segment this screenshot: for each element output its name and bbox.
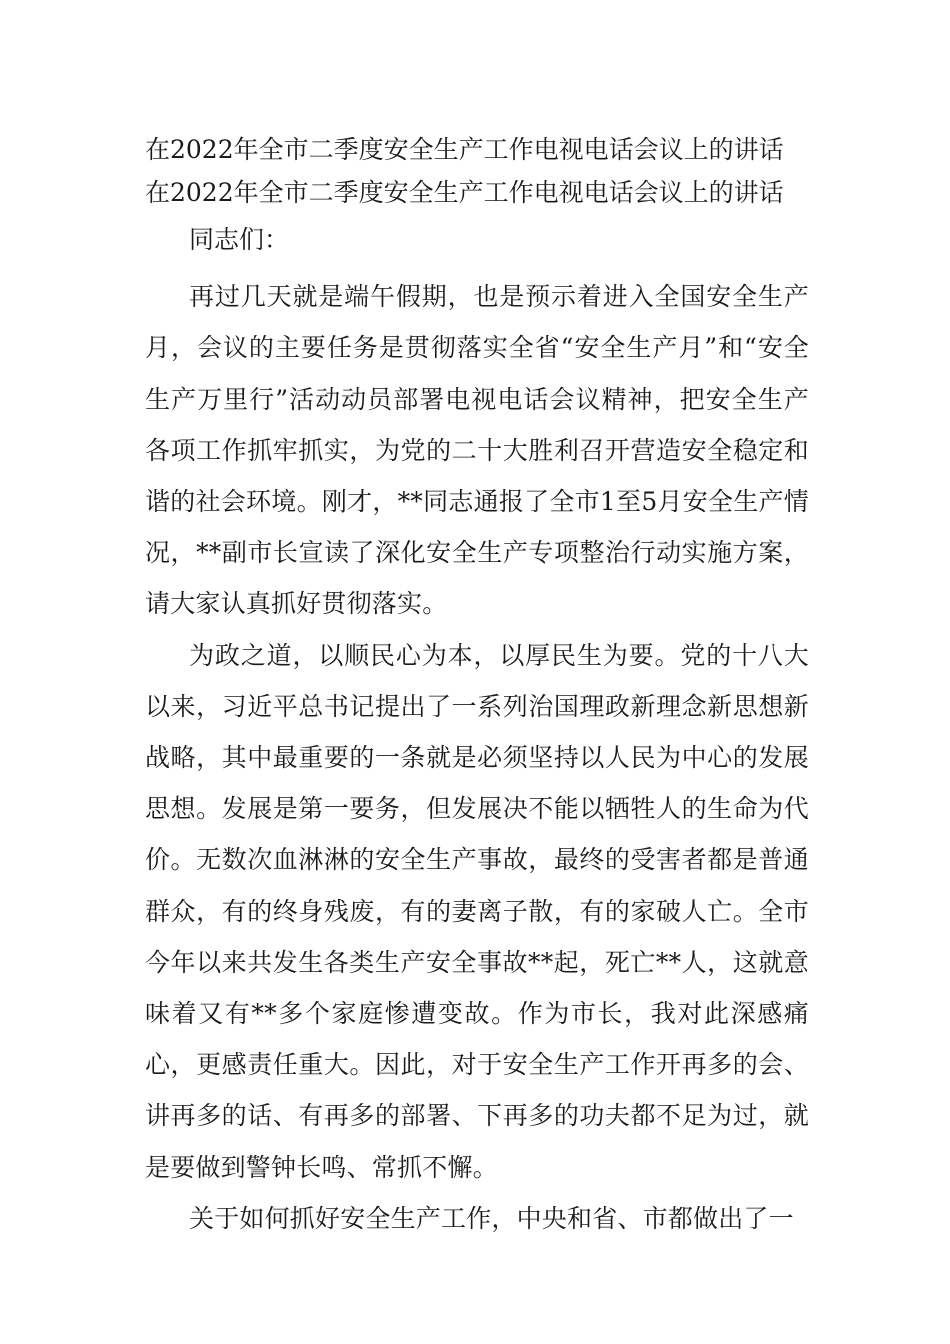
paragraph-2: 为政之道，以顺民心为本，以厚民生为要。党的十八大以来，习近平总书记提出了一系列治国理政新理念新思想新战略，其中最重要的一条就是必须坚持以人民为中心的发展思想。发展是第一要务，但发展决不能以牺牲人的生命为代价。无数次血淋淋的安全生产事故，最终的受害者都是普通群众，有的终身残废，有的妻离子散，有的家破人亡。全市今年以来共发生各类生产安全事故**起，死亡**人，这就意味着又有**多个家庭惨遭变故。作为市长，我对此深感痛心，更感责任重大。因此，对于安全生产工作开再多的会、讲再多的话、有再多的部署、下再多的功夫都不足为过，就是要做到警钟长鸣、常抓不懈。 bbox=[145, 640, 809, 1182]
paragraph-1: 再过几天就是端午假期，也是预示着进入全国安全生产月，会议的主要任务是贯彻落实全省“安全生产月”和“安全生产万里行”活动动员部署电视电话会议精神，把安全生产各项工作抓牢抓实，为党的二十大胜利召开营造安全稳定和谐的社会环境。刚才，**同志通报了全市1至5月安全生产情况，**副市长宣读了深化安全生产专项整治行动实施方案，请大家认真抓好贯彻落实。 bbox=[145, 282, 809, 619]
document-page bbox=[145, 128, 809, 1244]
document-title: 在2022年全市二季度安全生产工作电视电话会议上的讲话 bbox=[145, 135, 784, 164]
document-title-repeat: 在2022年全市二季度安全生产工作电视电话会议上的讲话 bbox=[145, 178, 784, 207]
greeting: 同志们： bbox=[189, 225, 290, 254]
paragraph-3: 关于如何抓好安全生产工作，中央和省、市都做出了一 bbox=[189, 1203, 794, 1233]
